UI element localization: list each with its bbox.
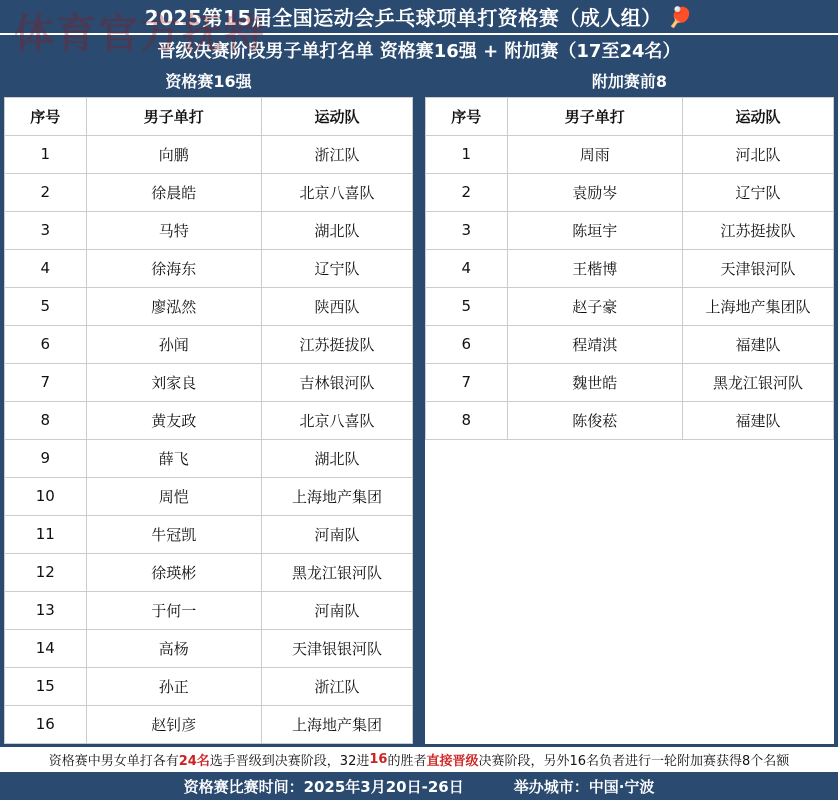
left-column (0, 65, 417, 744)
table-header-row (5, 97, 413, 135)
column-header-team: 运动队 (262, 97, 413, 135)
note-highlight-1: 24名 (178, 753, 210, 769)
right-table (425, 97, 834, 744)
cell-team: 天津银河队 (683, 249, 834, 287)
cell-idx: 10 (5, 477, 87, 515)
table-row (5, 135, 413, 173)
cell-idx: 6 (426, 325, 508, 363)
cell-idx: 4 (5, 249, 87, 287)
cell-team: 河南队 (262, 515, 413, 553)
cell-empty (507, 439, 682, 477)
cell-name: 向鹏 (86, 135, 261, 173)
cell-team: 湖北队 (262, 439, 413, 477)
right-column (421, 65, 838, 744)
cell-name: 黄友政 (86, 401, 261, 439)
cell-idx: 12 (5, 553, 87, 591)
cell-empty (426, 591, 508, 629)
cell-empty (426, 439, 508, 477)
column-header-index: 序号 (426, 97, 508, 135)
page-subtitle: 晋级决赛阶段男子单打名单 资格赛16强 + 附加赛（17至24名） (0, 33, 838, 64)
table-row (426, 249, 834, 287)
table-header-row (426, 97, 834, 135)
cell-idx: 1 (5, 135, 87, 173)
cell-name: 马特 (86, 211, 261, 249)
cell-team: 江苏挺拔队 (262, 325, 413, 363)
cell-idx: 4 (426, 249, 508, 287)
cell-empty (683, 591, 834, 629)
cell-empty (507, 553, 682, 591)
table-row (5, 211, 413, 249)
table-row-empty (426, 591, 834, 629)
cell-idx: 8 (5, 401, 87, 439)
note-highlight-2: 16 (369, 751, 388, 767)
page-title-bar (0, 0, 838, 33)
cell-team: 辽宁队 (262, 249, 413, 287)
table-row (5, 553, 413, 591)
cell-idx: 1 (426, 135, 508, 173)
cell-team: 辽宁队 (683, 173, 834, 211)
table-row (5, 705, 413, 743)
cell-name: 薛飞 (86, 439, 261, 477)
table-row (5, 439, 413, 477)
cell-name: 赵钊彦 (86, 705, 261, 743)
cell-team: 河北队 (683, 135, 834, 173)
cell-name: 魏世皓 (507, 363, 682, 401)
table-row (426, 325, 834, 363)
cell-name: 刘家良 (86, 363, 261, 401)
column-header-team: 运动队 (683, 97, 834, 135)
cell-team: 上海地产集团队 (683, 287, 834, 325)
cell-idx: 6 (5, 325, 87, 363)
cell-empty (683, 629, 834, 667)
table-row (426, 211, 834, 249)
table-row-empty (426, 705, 834, 743)
cell-team: 浙江队 (262, 135, 413, 173)
table-row (5, 477, 413, 515)
note-bar (0, 744, 838, 773)
cell-name: 于何一 (86, 591, 261, 629)
cell-name: 徐瑛彬 (86, 553, 261, 591)
footer-bar (0, 772, 838, 800)
cell-idx: 11 (5, 515, 87, 553)
table-tennis-paddle-icon: 🏓 (667, 4, 694, 29)
cell-empty (507, 477, 682, 515)
page-title: 2025第15届全国运动会乒乓球项单打资格赛（成人组） (144, 6, 662, 31)
table-row (426, 287, 834, 325)
cell-team: 河南队 (262, 591, 413, 629)
table-row (426, 173, 834, 211)
cell-idx: 16 (5, 705, 87, 743)
cell-name: 高杨 (86, 629, 261, 667)
cell-name: 赵子豪 (507, 287, 682, 325)
cell-idx: 7 (5, 363, 87, 401)
cell-name: 孙闻 (86, 325, 261, 363)
cell-empty (683, 515, 834, 553)
cell-empty (507, 591, 682, 629)
cell-empty (426, 477, 508, 515)
table-row (5, 363, 413, 401)
cell-name: 程靖淇 (507, 325, 682, 363)
cell-team: 福建队 (683, 325, 834, 363)
cell-team: 浙江队 (262, 667, 413, 705)
note-part-2: 选手晋级到决赛阶段，32进 (209, 753, 370, 769)
cell-name: 徐晨皓 (86, 173, 261, 211)
cell-name: 陈垣宇 (507, 211, 682, 249)
cell-team: 吉林银河队 (262, 363, 413, 401)
left-table-caption: 资格赛16强 (4, 65, 413, 97)
cell-empty (426, 553, 508, 591)
cell-idx: 15 (5, 667, 87, 705)
cell-empty (426, 667, 508, 705)
cell-empty (683, 477, 834, 515)
cell-empty (507, 515, 682, 553)
table-row (5, 667, 413, 705)
cell-empty (683, 667, 834, 705)
cell-name: 周雨 (507, 135, 682, 173)
cell-name: 周恺 (86, 477, 261, 515)
cell-idx: 13 (5, 591, 87, 629)
cell-empty (683, 553, 834, 591)
table-row (5, 515, 413, 553)
cell-empty (426, 515, 508, 553)
cell-name: 牛冠凯 (86, 515, 261, 553)
cell-empty (683, 705, 834, 743)
cell-team: 湖北队 (262, 211, 413, 249)
note-part-3: 的胜者 (387, 753, 427, 769)
cell-idx: 2 (426, 173, 508, 211)
table-row (5, 173, 413, 211)
table-row-empty (426, 439, 834, 477)
cell-idx: 5 (426, 287, 508, 325)
table-row (5, 629, 413, 667)
table-row (5, 401, 413, 439)
note-part-4: 决赛阶段，另外16名负者进行一轮附加赛获得8个名额 (478, 753, 790, 769)
table-row (5, 287, 413, 325)
cell-team: 天津银银河队 (262, 629, 413, 667)
cell-team: 黑龙江银河队 (262, 553, 413, 591)
cell-idx: 3 (426, 211, 508, 249)
footer-time: 资格赛比赛时间：2025年3月20日-26日 (183, 777, 464, 796)
cell-empty (507, 705, 682, 743)
cell-team: 福建队 (683, 401, 834, 439)
left-table (4, 97, 413, 744)
cell-empty (426, 705, 508, 743)
table-row (5, 591, 413, 629)
cell-idx: 8 (426, 401, 508, 439)
table-row-empty (426, 629, 834, 667)
cell-name: 陈俊菘 (507, 401, 682, 439)
table-row (426, 401, 834, 439)
cell-idx: 2 (5, 173, 87, 211)
cell-name: 王楷博 (507, 249, 682, 287)
cell-name: 廖泓然 (86, 287, 261, 325)
cell-name: 孙正 (86, 667, 261, 705)
note-part-1: 资格赛中男女单打各有 (48, 753, 179, 769)
table-row (426, 135, 834, 173)
cell-team: 黑龙江银河队 (683, 363, 834, 401)
cell-team: 江苏挺拔队 (683, 211, 834, 249)
cell-name: 袁励岑 (507, 173, 682, 211)
table-row (426, 363, 834, 401)
cell-empty (507, 667, 682, 705)
cell-name: 徐海东 (86, 249, 261, 287)
cell-team: 上海地产集团 (262, 705, 413, 743)
tables-container (0, 65, 838, 744)
table-row-empty (426, 667, 834, 705)
footer-city: 举办城市：中国·宁波 (513, 777, 655, 796)
table-row-empty (426, 553, 834, 591)
column-header-index: 序号 (5, 97, 87, 135)
cell-team: 上海地产集团 (262, 477, 413, 515)
cell-empty (507, 629, 682, 667)
cell-idx: 9 (5, 439, 87, 477)
cell-idx: 7 (426, 363, 508, 401)
cell-idx: 5 (5, 287, 87, 325)
table-row-empty (426, 477, 834, 515)
table-row-empty (426, 515, 834, 553)
right-table-caption: 附加赛前8 (425, 65, 834, 97)
column-header-player: 男子单打 (86, 97, 261, 135)
cell-empty (683, 439, 834, 477)
cell-empty (426, 629, 508, 667)
column-header-player: 男子单打 (507, 97, 682, 135)
cell-idx: 14 (5, 629, 87, 667)
cell-team: 北京八喜队 (262, 401, 413, 439)
note-highlight-3: 直接晋级 (426, 753, 479, 769)
cell-idx: 3 (5, 211, 87, 249)
watermark-text: 体育官方抚特 (14, 11, 266, 57)
table-row (5, 249, 413, 287)
table-row (5, 325, 413, 363)
cell-team: 北京八喜队 (262, 173, 413, 211)
cell-team: 陕西队 (262, 287, 413, 325)
